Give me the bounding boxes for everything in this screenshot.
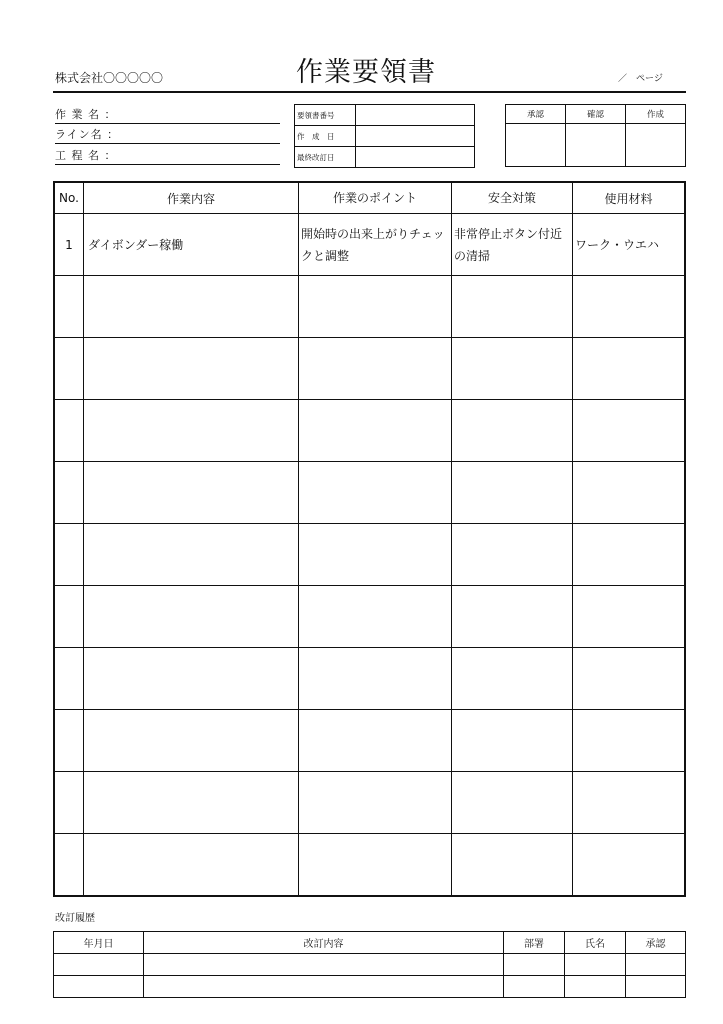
row-content-cell[interactable] (84, 400, 299, 462)
row-point-cell[interactable] (299, 710, 452, 772)
row-material-cell[interactable] (573, 834, 686, 897)
row-point-cell[interactable] (299, 648, 452, 710)
row-material-cell[interactable] (573, 648, 686, 710)
row-material-cell[interactable] (573, 276, 686, 338)
table-row (54, 976, 686, 998)
rev-col-dept: 部署 (504, 932, 565, 954)
row-content-cell[interactable] (84, 462, 299, 524)
revision-header-row (54, 932, 686, 954)
rev-date-cell[interactable] (54, 954, 144, 976)
table-row (54, 834, 685, 897)
row-content-cell[interactable] (84, 710, 299, 772)
col-header-content: 作業内容 (84, 182, 299, 214)
confirm-stamp-box[interactable] (566, 124, 626, 167)
row-no-cell[interactable]: 1 (54, 214, 84, 276)
row-point-cell[interactable] (299, 586, 452, 648)
rev-name-cell[interactable] (565, 976, 626, 998)
row-no-cell[interactable] (54, 648, 84, 710)
work-name-field[interactable]: 作 業 名 ： (55, 107, 280, 124)
created-date-label: 作 成 日 (295, 126, 356, 147)
col-header-safety: 安全対策 (452, 182, 573, 214)
create-header: 作成 (626, 105, 686, 124)
row-safety-cell[interactable] (452, 648, 573, 710)
revision-history-label: 改訂履歴 (55, 913, 95, 924)
row-content-cell[interactable] (84, 648, 299, 710)
rev-col-date: 年月日 (54, 932, 144, 954)
row-no-cell[interactable] (54, 586, 84, 648)
row-material-cell[interactable] (573, 338, 686, 400)
table-row (54, 524, 685, 586)
rev-content-cell[interactable] (144, 954, 504, 976)
row-no-cell[interactable] (54, 772, 84, 834)
row-no-cell[interactable] (54, 710, 84, 772)
row-safety-cell[interactable] (452, 462, 573, 524)
rev-approve-cell[interactable] (626, 954, 686, 976)
row-no-cell[interactable] (54, 524, 84, 586)
rev-dept-cell[interactable] (504, 954, 565, 976)
row-no-cell[interactable] (54, 276, 84, 338)
created-date-value[interactable] (356, 126, 475, 147)
row-content-cell[interactable] (84, 586, 299, 648)
rev-col-name: 氏名 (565, 932, 626, 954)
rev-name-cell[interactable] (565, 954, 626, 976)
row-safety-cell[interactable] (452, 772, 573, 834)
row-point-cell[interactable] (299, 772, 452, 834)
process-name-field[interactable]: 工 程 名 ： (55, 148, 280, 165)
row-point-cell[interactable] (299, 276, 452, 338)
row-safety-cell[interactable] (452, 400, 573, 462)
row-safety-cell[interactable] (452, 276, 573, 338)
rev-col-content: 改訂内容 (144, 932, 504, 954)
row-point-cell[interactable] (299, 462, 452, 524)
doc-number-value[interactable] (356, 105, 475, 126)
approve-stamp-box[interactable] (506, 124, 566, 167)
row-no-cell[interactable] (54, 400, 84, 462)
work-steps-table (53, 181, 686, 897)
create-stamp-box[interactable] (626, 124, 686, 167)
approval-stamp-table (505, 104, 686, 167)
doc-number-label: 要領書番号 (295, 105, 356, 126)
row-material-cell[interactable] (573, 772, 686, 834)
table-row (54, 710, 685, 772)
confirm-header: 確認 (566, 105, 626, 124)
row-point-cell[interactable] (299, 834, 452, 897)
row-material-cell[interactable] (573, 524, 686, 586)
table-row (54, 772, 685, 834)
row-material-cell[interactable] (573, 710, 686, 772)
row-content-cell[interactable] (84, 772, 299, 834)
row-point-cell[interactable]: 開始時の出来上がりチェックと調整 (299, 214, 452, 276)
row-no-cell[interactable] (54, 834, 84, 897)
col-header-no: No. (54, 182, 84, 214)
document-info-table (294, 104, 475, 168)
row-safety-cell[interactable] (452, 586, 573, 648)
row-content-cell[interactable] (84, 338, 299, 400)
work-table-header-row (54, 182, 685, 214)
table-row (54, 214, 685, 276)
row-material-cell[interactable] (573, 400, 686, 462)
row-material-cell[interactable] (573, 462, 686, 524)
row-point-cell[interactable] (299, 400, 452, 462)
row-no-cell[interactable] (54, 338, 84, 400)
table-row (54, 586, 685, 648)
table-row (54, 462, 685, 524)
approve-header: 承認 (506, 105, 566, 124)
table-row (54, 400, 685, 462)
row-content-cell[interactable] (84, 276, 299, 338)
last-revised-date-label: 最終改訂日 (295, 147, 356, 168)
rev-date-cell[interactable] (54, 976, 144, 998)
line-name-field[interactable]: ライン名 ： (55, 127, 280, 144)
row-content-cell[interactable] (84, 524, 299, 586)
row-safety-cell[interactable] (452, 524, 573, 586)
row-safety-cell[interactable]: 非常停止ボタン付近の清掃 (452, 214, 573, 276)
header-rule (53, 91, 686, 93)
row-material-cell[interactable]: ワーク・ウエハ (573, 214, 686, 276)
table-row (54, 954, 686, 976)
company-name: 株式会社〇〇〇〇〇 (55, 71, 164, 85)
rev-dept-cell[interactable] (504, 976, 565, 998)
rev-col-approve: 承認 (626, 932, 686, 954)
row-no-cell[interactable] (54, 462, 84, 524)
row-point-cell[interactable] (299, 524, 452, 586)
row-safety-cell[interactable] (452, 710, 573, 772)
table-row (54, 276, 685, 338)
row-content-cell[interactable] (84, 834, 299, 897)
last-revised-date-value[interactable] (356, 147, 475, 168)
row-safety-cell[interactable] (452, 834, 573, 897)
rev-approve-cell[interactable] (626, 976, 686, 998)
page-title: 作業要領書 (296, 57, 436, 88)
row-safety-cell[interactable] (452, 338, 573, 400)
table-row (54, 648, 685, 710)
table-row (54, 338, 685, 400)
col-header-point: 作業のポイント (299, 182, 452, 214)
col-header-material: 使用材料 (573, 182, 686, 214)
rev-content-cell[interactable] (144, 976, 504, 998)
row-content-cell[interactable]: ダイボンダー稼働 (84, 214, 299, 276)
page-number-label: ／ ページ (618, 74, 663, 84)
row-point-cell[interactable] (299, 338, 452, 400)
revision-history-table (53, 931, 686, 998)
row-material-cell[interactable] (573, 586, 686, 648)
